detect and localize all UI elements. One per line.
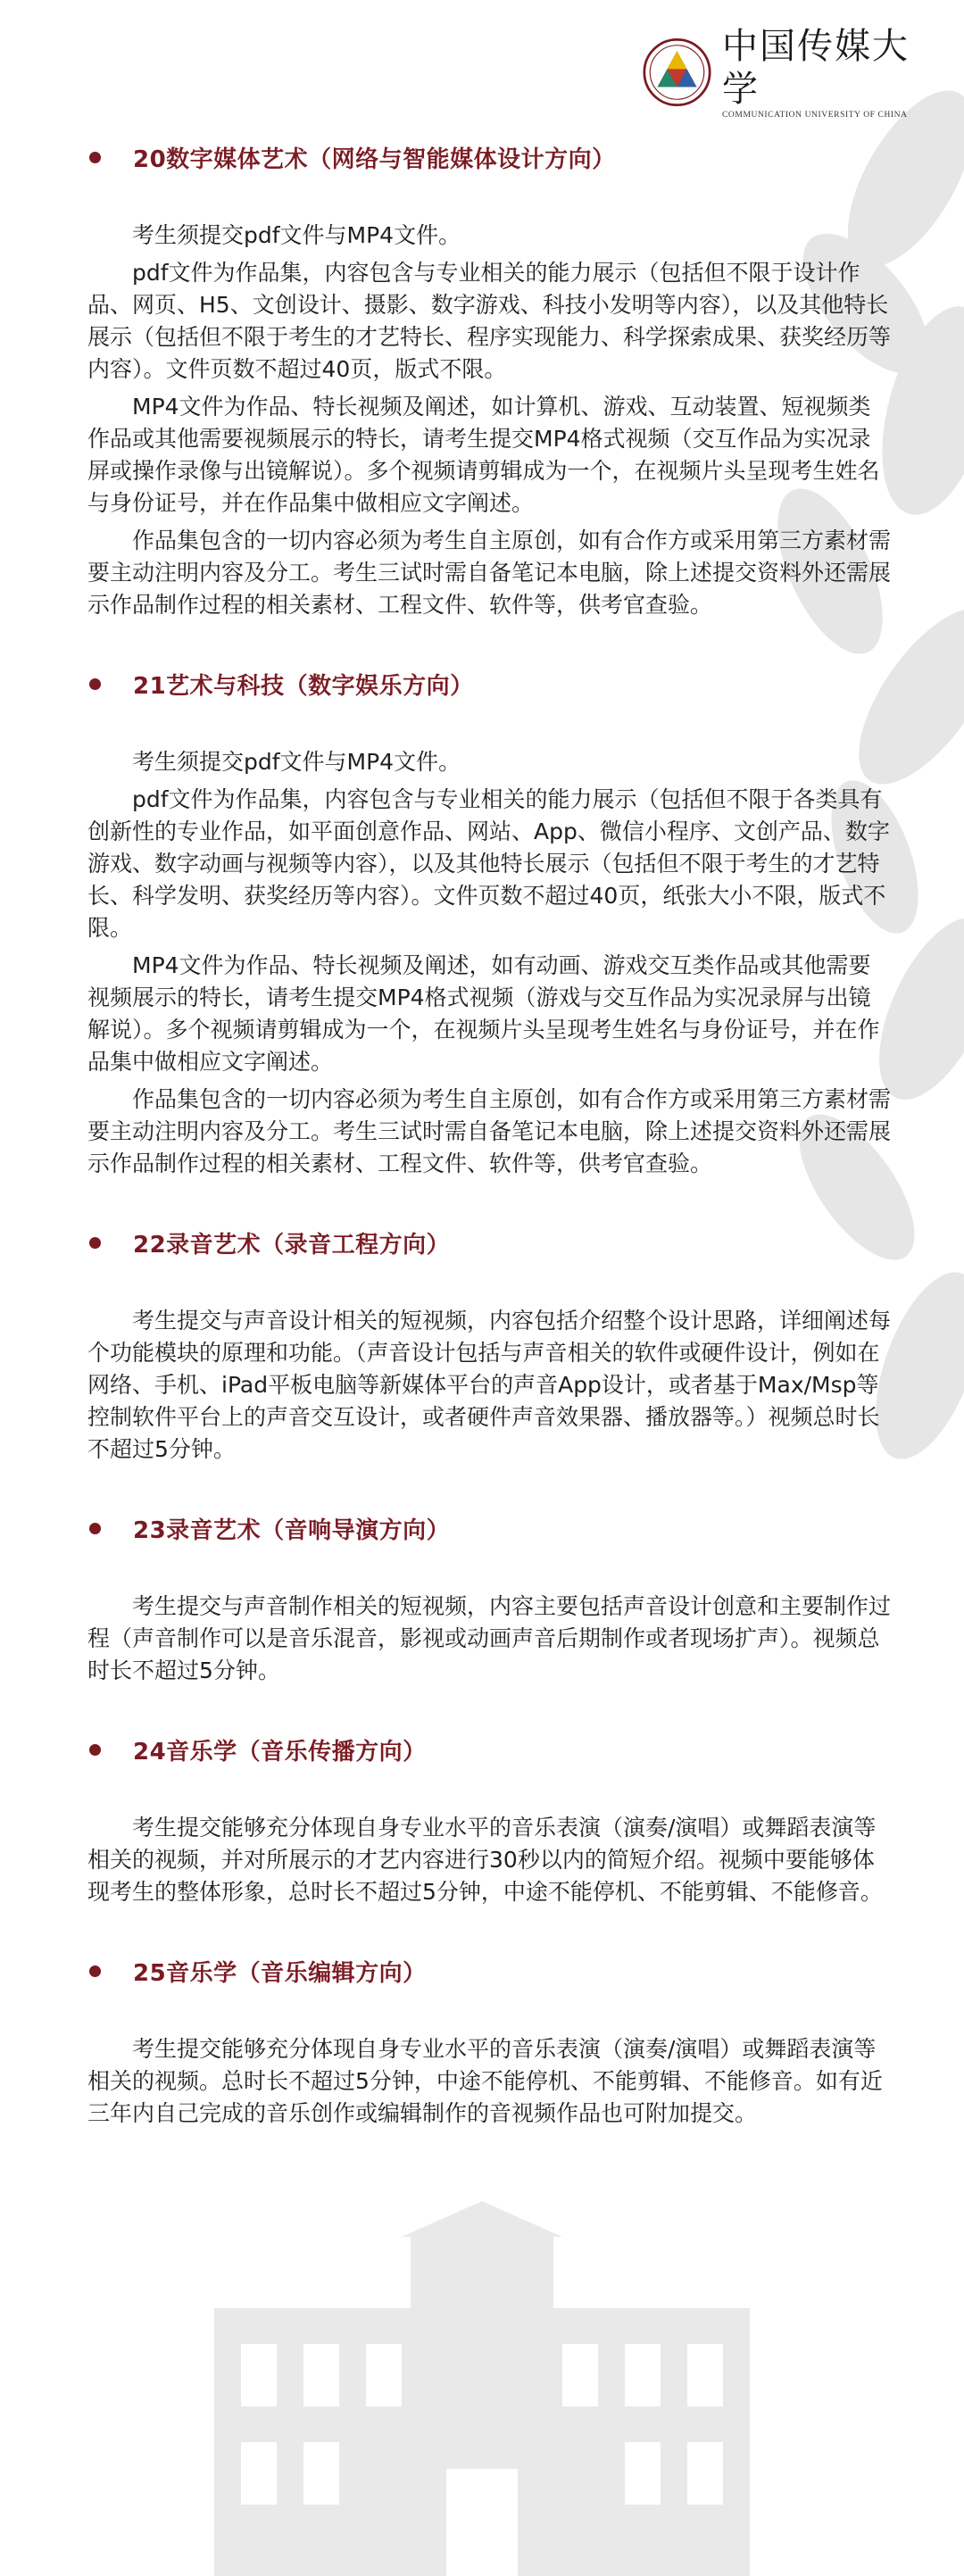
paragraph: MP4文件为作品、特长视频及阐述，如有动画、游戏交互类作品或其他需要视频展示的特长，请考生提交MP4格式视频（游戏与交互作品为实况录屏与出镜解说）。多个视频请剪辑成为一个，在视频片头呈现考生姓名与身份证号，并在作品集中做相应文字阐述。	[87, 952, 880, 1075]
content	[87, 134, 891, 2130]
university-logo	[643, 26, 928, 120]
bullet-icon	[89, 152, 101, 163]
bullet-icon	[89, 678, 101, 690]
logo-english-name: COMMUNICATION UNIVERSITY OF CHINA	[722, 111, 908, 120]
paragraph: MP4文件为作品、特长视频及阐述，如计算机、游戏、互动装置、短视频类作品或其他需要视频展示的特长，请考生提交MP4格式视频（交互作品为实况录屏或操作录像与出镜解说）。多个视频请剪辑成为一个，在视频片头呈现考生姓名与身份证号，并在作品集中做相应文字阐述。	[87, 394, 880, 516]
section-heading	[89, 1219, 891, 1266]
section-title: 24音乐学（音乐传播方向）	[133, 1738, 427, 1766]
section-20	[87, 134, 891, 621]
section-23	[87, 1505, 891, 1687]
section-heading	[89, 134, 891, 180]
bullet-icon	[89, 1744, 101, 1756]
paragraph: 考生提交能够充分体现自身专业水平的音乐表演（演奏/演唱）或舞蹈表演等相关的视频，并对所展示的才艺内容进行30秒以内的简短介绍。视频中要能够体现考生的整体形象，总时长不超过5分钟，中途不能停机、不能剪辑、不能修音。	[87, 1815, 883, 1905]
section-title: 20数字媒体艺术（网络与智能媒体设计方向）	[133, 145, 616, 173]
section-title: 23录音艺术（音响导演方向）	[133, 1517, 451, 1544]
section-title: 22录音艺术（录音工程方向）	[133, 1231, 451, 1259]
paragraph: 作品集包含的一切内容必须为考生自主原创，如有合作方或采用第三方素材需要主动注明内容及分工。考生三试时需自备笔记本电脑，除上述提交资料外还需展示作品制作过程的相关素材、工程文件、软件等，供考官查验。	[87, 528, 892, 618]
section-21	[87, 661, 891, 1180]
paragraph: 考生提交能够充分体现自身专业水平的音乐表演（演奏/演唱）或舞蹈表演等相关的视频。总时长不超过5分钟，中途不能停机、不能剪辑、不能修音。如有近三年内自己完成的音乐创作或编辑制作的音视频作品也可附加提交。	[87, 2036, 883, 2126]
section-heading	[89, 661, 891, 707]
section-heading	[89, 1948, 891, 1994]
section-title: 25音乐学（音乐编辑方向）	[133, 1959, 427, 1987]
building-decoration-icon	[179, 2201, 785, 2576]
section-24	[87, 1726, 891, 1908]
paragraph: 考生提交与声音制作相关的短视频，内容主要包括声音设计创意和主要制作过程（声音制作可以是音乐混音，影视或动画声音后期制作或者现场扩声）。视频总时长不超过5分钟。	[87, 1593, 892, 1683]
section-22	[87, 1219, 891, 1466]
paragraph: 考生须提交pdf文件与MP4文件。	[132, 749, 461, 775]
bullet-icon	[89, 1237, 101, 1249]
logo-chinese-name: 中国传媒大学	[722, 26, 910, 110]
section-heading	[89, 1726, 891, 1773]
bullet-icon	[89, 1523, 101, 1534]
paragraph: 作品集包含的一切内容必须为考生自主原创，如有合作方或采用第三方素材需要主动注明内容及分工。考生三试时需自备笔记本电脑，除上述提交资料外还需展示作品制作过程的相关素材、工程文件、软件等，供考官查验。	[87, 1086, 892, 1176]
paragraph: pdf文件为作品集，内容包含与专业相关的能力展示（包括但不限于各类具有创新性的专业作品，如平面创意作品、网站、App、微信小程序、文创产品、数字游戏、数字动画与视频等内容），以及其他特长展示（包括但不限于考生的才艺特长、科学发明、获奖经历等内容）。文件页数不超过40页，纸张大小不限，版式不限。	[87, 786, 890, 941]
section-25	[87, 1948, 891, 2130]
cuc-emblem-icon	[643, 35, 711, 110]
bullet-icon	[89, 1965, 101, 1977]
section-heading	[89, 1505, 891, 1551]
paragraph: pdf文件为作品集，内容包含与专业相关的能力展示（包括但不限于设计作品、网页、H5、文创设计、摄影、数字游戏、科技小发明等内容），以及其他特长展示（包括但不限于考生的才艺特长、程序实现能力、科学探索成果、获奖经历等内容）。文件页数不超过40页，版式不限。	[87, 260, 892, 382]
paragraph: 考生须提交pdf文件与MP4文件。	[132, 222, 461, 248]
paragraph: 考生提交与声音设计相关的短视频，内容包括介绍整个设计思路，详细阐述每个功能模块的原理和功能。（声音设计包括与声音相关的软件或硬件设计，例如在网络、手机、iPad平板电脑等新媒体平台的声音App设计，或者基于Max/Msp等控制软件平台上的声音交互设计，或者硬件声音效果器、播放器等。）视频总时长不超过5分钟。	[87, 1308, 892, 1462]
section-title: 21艺术与科技（数字娱乐方向）	[133, 672, 474, 700]
